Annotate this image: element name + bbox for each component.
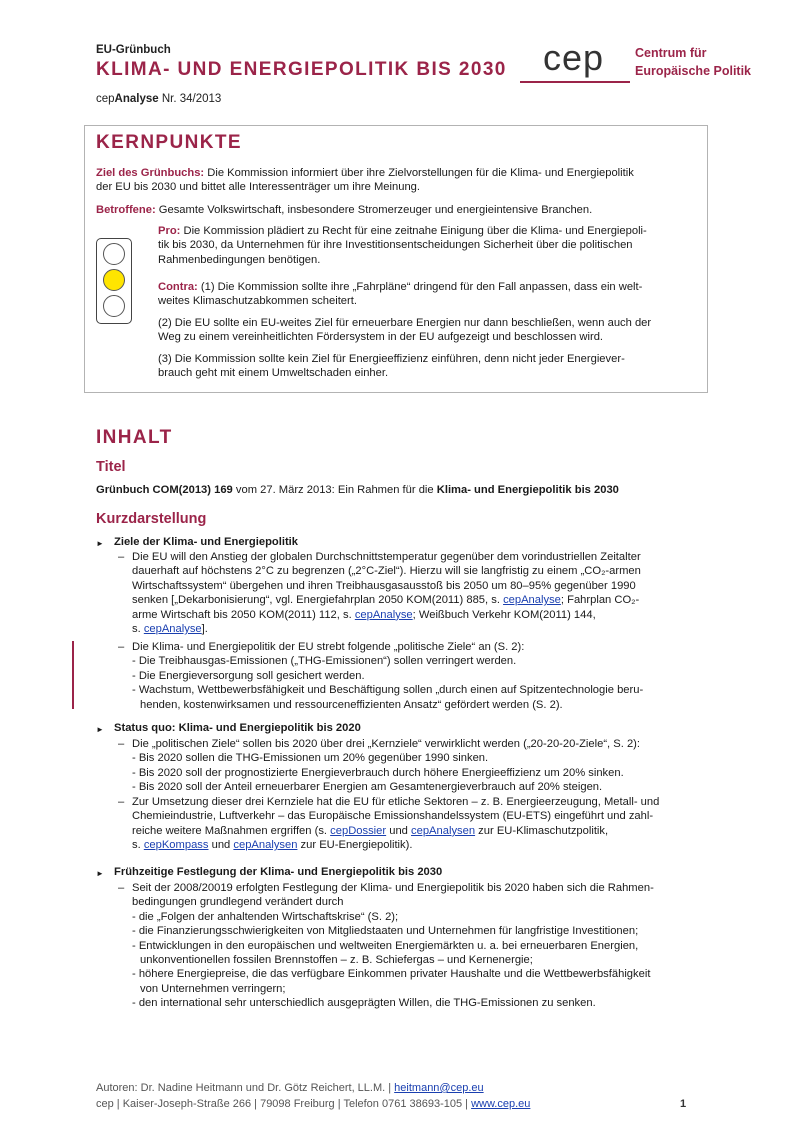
s3-line: unkonventionellen fossilen Brennstoffen – z. B. Schiefergas – und Kernenergie; <box>140 954 533 967</box>
traffic-light-yellow-lamp <box>103 269 125 291</box>
traffic-light-green-lamp <box>103 295 125 317</box>
s1-line: Die Klima- und Energiepolitik der EU strebt folgende „politische Ziele“ an (S. 2): <box>132 641 525 653</box>
cep-dossier-link[interactable]: cepDossier <box>330 824 387 837</box>
titel-text <box>96 483 706 497</box>
s2-line <box>132 824 686 838</box>
traffic-light-red-lamp <box>103 243 125 265</box>
contra-3-text-1: (3) Die Kommission sollte kein Ziel für Energieeffizienz einführen, denn nicht jeder Energiever- <box>158 353 625 365</box>
s1-line: - Die Energieversorgung soll gesichert werden. <box>132 669 365 682</box>
contra-2-paragraph <box>158 316 698 345</box>
cep-analyse-link[interactable]: cepAnalyse <box>143 623 202 636</box>
s1-line: dauerhaft auf höchstens 2°C zu begrenzen („2°C-Ziel“). Hierzu will sie langfristig zu einem „CO₂-armen <box>132 565 641 578</box>
s3-line: - die „Folgen der anhaltenden Wirtschaftskrise“ (S. 2); <box>132 910 399 923</box>
betroffene-text: Gesamte Volkswirtschaft, insbesondere Stromerzeuger und energieintensive Branchen. <box>155 204 593 216</box>
s1-line: Wirtschaftssystem“ übergehen und ihren Treibhausgasausstoß bis 2050 um 80–95% gegenüber 1990 <box>132 579 636 592</box>
s1-line <box>132 608 686 622</box>
s2-line-text: zur EU-Klimaschutzpolitik, <box>475 824 609 837</box>
s2-line <box>132 838 686 852</box>
section-3-title: Frühzeitige Festlegung der Klima- und Energiepolitik bis 2030 <box>114 866 443 878</box>
section-2-paragraph-1 <box>132 737 686 795</box>
contra-2-text-2: Weg zu einem vereinheitlichten Fördersystem in der EU aufgezeigt und beschlossen wird. <box>158 331 604 344</box>
dash-marker: – <box>118 551 125 563</box>
s3-line: - höhere Energiepreise, die das verfügbare Einkommen privater Haushalte und die Wettbewerbsfähigkeit <box>132 968 651 981</box>
logo-underline <box>520 81 630 83</box>
s2-line: - Bis 2020 sollen die THG-Emissionen um 20% gegenüber 1990 sinken. <box>132 752 489 765</box>
s3-line: von Unternehmen verringern; <box>140 982 286 995</box>
titel-middle: vom 27. März 2013: Ein Rahmen für die <box>232 484 437 496</box>
s1-line: henden, kostenwirksamen und ressourceneffizienten Ansatz“ gefördert werden (S. 2). <box>140 698 563 711</box>
cep-logo-text <box>635 44 751 80</box>
section-2-title: Status quo: Klima- und Energiepolitik bis 2020 <box>114 722 361 734</box>
contra-3-paragraph <box>158 352 698 381</box>
footer-address <box>96 1097 530 1111</box>
section-2-paragraph-2 <box>132 795 686 853</box>
s1-line-text: s. <box>132 623 144 636</box>
s2-line: - Bis 2020 soll der Anteil erneuerbarer Energien am Gesamtenergieverbrauch auf 20% steigen. <box>132 781 603 794</box>
ziel-text-2: der EU bis 2030 und bittet alle Interessenträger um ihre Meinung. <box>96 181 421 194</box>
betroffene-paragraph <box>96 203 698 217</box>
s3-line: Seit der 2008/20019 erfolgten Festlegung der Klima- und Energiepolitik bis 2020 haben sich die Rahmen- <box>132 882 654 894</box>
s3-line: - die Finanzierungsschwierigkeiten von Mitgliedstaaten und Unternehmen für langfristige Investitionen; <box>132 925 639 938</box>
pro-label: Pro: <box>158 225 181 237</box>
bullet-icon: ► <box>96 539 104 548</box>
s2-line-text: und <box>208 839 234 852</box>
margin-marker <box>72 641 74 709</box>
s2-line: - Bis 2020 soll der prognostizierte Energieverbrauch durch höhere Energieeffizienz um 20% sinken. <box>132 766 624 779</box>
kurzdarstellung-heading: Kurzdarstellung <box>96 511 207 527</box>
titel-doc-id: Grünbuch COM(2013) 169 <box>96 484 233 496</box>
s1-line-text: arme Wirtschaft bis 2050 KOM(2011) 112, s. <box>132 608 355 621</box>
ziel-paragraph <box>96 166 698 195</box>
s1-line <box>132 593 686 607</box>
s2-line: Zur Umsetzung dieser drei Kernziele hat die EU für etliche Sektoren – z. B. Energieerzeugung, Metall- und <box>132 796 660 808</box>
series-issue: Nr. 34/2013 <box>158 93 222 105</box>
dash-marker: – <box>118 796 125 808</box>
contra-label: Contra: <box>158 281 198 293</box>
s2-line-text: s. <box>132 839 144 852</box>
s1-line-text: ; Fahrplan CO₂- <box>560 594 640 607</box>
dash-marker: – <box>118 641 125 653</box>
s2-line-text: reiche weitere Maßnahmen ergriffen (s. <box>132 824 331 837</box>
betroffene-label: Betroffene: <box>96 204 156 216</box>
contra-text-2: weites Klimaschutzabkommen scheitert. <box>158 295 357 308</box>
s1-line-text: ]. <box>201 623 208 636</box>
dash-marker: – <box>118 882 125 894</box>
section-1-title: Ziele der Klima- und Energiepolitik <box>114 536 299 548</box>
section-3-paragraph-1 <box>132 881 686 1011</box>
pro-text-2: tik bis 2030, da Unternehmen für ihre Investitionsentscheidungen Sicherheit über die politischen <box>158 239 633 252</box>
s1-line: - Wachstum, Wettbewerbsfähigkeit und Beschäftigung sollen „durch einen auf Spitzentechnologie beru- <box>132 684 644 697</box>
footer-address-text: cep | Kaiser-Joseph-Straße 266 | 79098 Freiburg | Telefon 0761 38693-105 | <box>96 1098 472 1110</box>
ziel-text-1: Die Kommission informiert über ihre Zielvorstellungen für die Klima- und Energiepolitik <box>204 167 634 179</box>
s3-line: - Entwicklungen in den europäischen und weltweiten Energiemärkten u. a. bei erneuerbaren Energien, <box>132 939 639 952</box>
s3-line: - den international sehr unterschiedlich ausgeprägten Willen, die THG-Emissionen zu senken. <box>132 997 596 1010</box>
titel-heading: Titel <box>96 459 126 475</box>
logo-line-1: Centrum für <box>635 46 707 60</box>
footer-authors-text: Autoren: Dr. Nadine Heitmann und Dr. Götz Reichert, LL.M. | <box>96 1082 395 1094</box>
footer-authors <box>96 1081 484 1095</box>
dash-marker: – <box>118 738 125 750</box>
s2-line: Chemieindustrie, Luftverkehr – das Europäische Emissionshandelssystem (EU-ETS) eingeführt und zahl- <box>132 810 654 823</box>
footer-email-link[interactable]: heitmann@cep.eu <box>394 1082 484 1094</box>
ziel-label: Ziel des Grünbuchs: <box>96 167 205 179</box>
pro-paragraph <box>158 224 698 267</box>
contra-paragraph <box>158 280 698 309</box>
pro-text-1: Die Kommission plädiert zu Recht für eine zeitnahe Einigung über die Klima- und Energiepoli- <box>180 225 647 237</box>
section-1-paragraph-2 <box>132 640 686 712</box>
footer-website-link[interactable]: www.cep.eu <box>471 1098 531 1110</box>
page-number: 1 <box>680 1098 687 1110</box>
contra-2-text-1: (2) Die EU sollte ein EU-weites Ziel für erneuerbare Energien nur dann beschließen, wenn auch der <box>158 317 652 329</box>
s1-line-text: ; Weißbuch Verkehr KOM(2011) 144, <box>412 608 596 621</box>
traffic-light-icon <box>96 238 132 324</box>
s2-line-text: und <box>386 824 412 837</box>
series-word: Analyse <box>114 93 159 105</box>
contra-text-1: (1) Die Kommission sollte ihre „Fahrpläne“ dringend für den Fall anpassen, dass ein welt- <box>197 281 643 293</box>
cep-analyse-link[interactable]: cepAnalyse <box>503 594 561 607</box>
s2-line-text: zur EU-Energiepolitik). <box>297 839 413 852</box>
series-prefix: cep <box>96 93 115 105</box>
pro-text-3: Rahmenbedingungen benötigen. <box>158 253 321 266</box>
cep-analysen-link[interactable]: cepAnalysen <box>233 839 298 852</box>
contra-3-text-2: brauch geht mit einem Umweltschaden einher. <box>158 367 389 380</box>
kernpunkte-heading: KERNPUNKTE <box>96 132 242 153</box>
s1-line-text: senken [„Dekarbonisierung“, vgl. Energiefahrplan 2050 KOM(2011) 885, s. <box>132 594 504 607</box>
cep-logo-mark: cep <box>543 37 605 78</box>
s2-line: Die „politischen Ziele“ sollen bis 2020 über drei „Kernziele“ verwirklicht werden („20-20-20-Ziele“, S. 2): <box>132 738 640 750</box>
cep-analyse-link[interactable]: cepAnalyse <box>354 608 413 621</box>
s1-line: - Die Treibhausgas-Emissionen („THG-Emissionen“) sollen verringert werden. <box>132 655 517 668</box>
cep-analysen-link[interactable]: cepAnalysen <box>411 824 476 837</box>
document-title: KLIMA- UND ENERGIEPOLITIK BIS 2030 <box>96 59 507 80</box>
s1-line <box>132 622 686 636</box>
section-1-paragraph-1 <box>132 550 686 636</box>
bullet-icon: ► <box>96 725 104 734</box>
cep-kompass-link[interactable]: cepKompass <box>143 839 209 852</box>
bullet-icon: ► <box>96 869 104 878</box>
titel-topic: Klima- und Energiepolitik bis 2030 <box>436 484 619 496</box>
document-kicker: EU-Grünbuch <box>96 44 171 56</box>
s1-line: Die EU will den Anstieg der globalen Durchschnittstemperatur gegenüber dem vorindustriellen Zeitalter <box>132 551 641 563</box>
inhalt-heading: INHALT <box>96 427 173 448</box>
s3-line: bedingungen grundlegend verändert durch <box>132 896 344 909</box>
series-number <box>96 92 221 106</box>
logo-line-2: Europäische Politik <box>635 64 752 78</box>
